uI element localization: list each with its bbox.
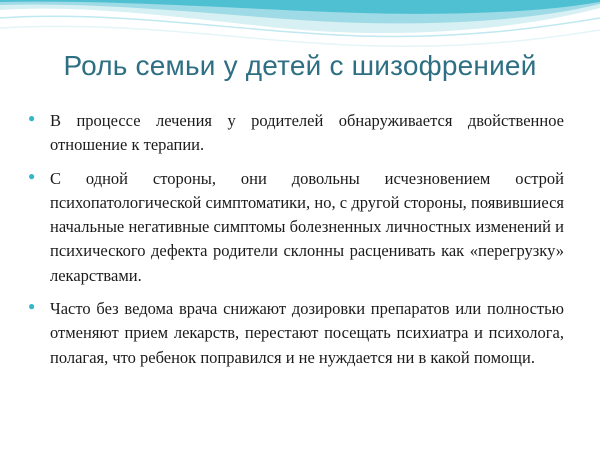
bullet-text: С одной стороны, они довольны исчезновением острой психопатологической симптоматики, но, с другой стороны, появившиеся начальные негативные симптомы болезненных личностных изменений и психического дефекта родители склонны расценивать как «перегрузку» лекарствами. xyxy=(50,168,564,285)
bullet-list xyxy=(24,109,564,379)
bullet-item xyxy=(24,167,564,288)
bullet-text: В процессе лечения у родителей обнаруживается двойственное отношение к терапии. xyxy=(50,111,564,155)
bullet-item xyxy=(24,109,564,158)
bullet-dot-icon: ● xyxy=(28,111,36,125)
slide-title: Роль семьи у детей с шизофренией xyxy=(63,50,537,81)
bullet-dot-icon: ● xyxy=(28,299,36,314)
bullet-item xyxy=(24,297,564,370)
bullet-text: Часто без ведома врача снижают дозировки препаратов или полностью отменяют прием лекарств, перестают посещать психиатра и психолога, полагая, что ребенок поправился и не нуждается ни в какой помощи. xyxy=(50,299,564,367)
bullet-dot-icon: ● xyxy=(28,168,36,183)
